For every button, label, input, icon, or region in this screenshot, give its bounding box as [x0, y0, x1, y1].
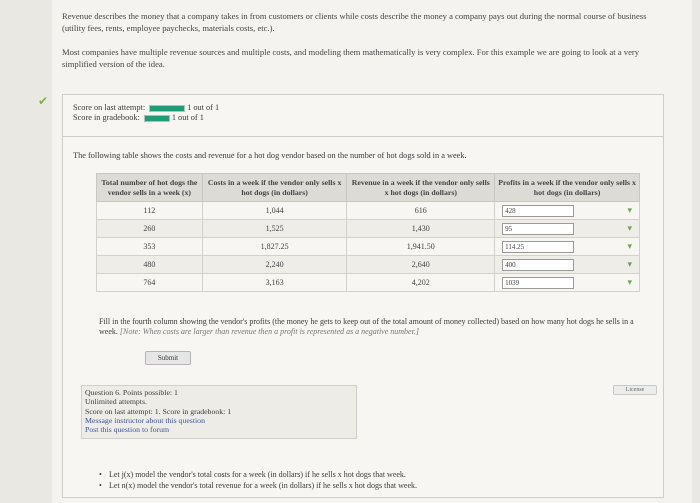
- gradebook-progress-fill: [145, 116, 169, 121]
- cell-profit: [495, 274, 640, 292]
- profit-answer-input[interactable]: 114.25: [502, 241, 574, 253]
- cell-revenue: 616: [347, 202, 495, 220]
- post-forum-link[interactable]: Post this question to forum: [85, 425, 170, 435]
- intro-paragraph-1: Revenue describes the money that a company takes in from customers or clients while costs describe the money a company pays out during the normal course of business (utility fees, rents, employee paychecks, materials costs, etc.).: [62, 11, 647, 33]
- cell-profit: [495, 202, 640, 220]
- profit-answer-input[interactable]: 1039: [502, 277, 574, 289]
- gradebook-progress-bar: [144, 115, 170, 122]
- question-panel: [62, 94, 664, 498]
- last-attempt-value: 1 out of 1: [187, 103, 220, 112]
- last-attempt-score: [73, 103, 653, 113]
- cell-profit: [495, 238, 640, 256]
- cell-x: 260: [97, 220, 203, 238]
- cell-revenue: 2,640: [347, 256, 495, 274]
- cell-cost: 1,827.25: [202, 238, 347, 256]
- check-icon: ▾: [627, 277, 632, 288]
- hotdog-table: [96, 173, 640, 292]
- list-item: • Let j(x) model the vendor's total costs for a week (in dollars) if he sells x hot dogs that week.: [99, 469, 417, 480]
- check-icon: ▾: [627, 241, 632, 252]
- question-score: Score on last attempt: 1. Score in gradebook: 1: [85, 406, 232, 416]
- cell-profit: [495, 220, 640, 238]
- cell-cost: 3,163: [202, 274, 347, 292]
- table-row: [97, 238, 640, 256]
- license-button[interactable]: License: [613, 385, 657, 395]
- cell-profit: [495, 256, 640, 274]
- last-attempt-label: Score on last attempt:: [73, 103, 146, 112]
- cell-revenue: 1,941.50: [347, 238, 495, 256]
- gradebook-score: [73, 113, 653, 123]
- table-intro: The following table shows the costs and revenue for a hot dog vendor based on the number of hot dogs sold in a week.: [73, 151, 467, 160]
- header-hot-dogs: Total number of hot dogs the vendor sells in a week (x): [97, 174, 203, 202]
- cell-x: 112: [97, 202, 203, 220]
- cell-revenue: 4,202: [347, 274, 495, 292]
- header-costs: Costs in a week if the vendor only sells x hot dogs (in dollars): [202, 174, 347, 202]
- list-item: • Let n(x) model the vendor's total revenue for a week (in dollars) if he sells x hot dogs that week.: [99, 480, 417, 491]
- submit-button[interactable]: Submit: [145, 351, 191, 365]
- header-revenue: Revenue in a week if the vendor only sells x hot dogs (in dollars): [347, 174, 495, 202]
- table-row: [97, 256, 640, 274]
- cell-cost: 2,240: [202, 256, 347, 274]
- cell-x: 480: [97, 256, 203, 274]
- instructions: [99, 317, 639, 336]
- instructions-main: Fill in the fourth column showing the vendor's profits (the money he gets to keep out of the total amount of money collected) based on how many hot dogs he sells in a week.: [99, 317, 634, 336]
- cell-cost: 1,044: [202, 202, 347, 220]
- cell-x: 353: [97, 238, 203, 256]
- message-instructor-link[interactable]: Message instructor about this question: [85, 415, 205, 425]
- profit-answer-input[interactable]: 95: [502, 223, 574, 235]
- profit-answer-input[interactable]: 428: [502, 205, 574, 217]
- cell-revenue: 1,430: [347, 220, 495, 238]
- bullet-list: [99, 469, 417, 491]
- question-points: Question 6. Points possible: 1: [85, 388, 178, 397]
- intro-paragraph-2: Most companies have multiple revenue sources and multiple costs, and modeling them mathematically is very complex. For this example we are going to look at a very simplified version of the idea.: [62, 47, 640, 69]
- last-attempt-progress-fill: [150, 106, 184, 111]
- gradebook-value: 1 out of 1: [171, 113, 204, 122]
- table-header-row: [97, 174, 640, 202]
- score-summary: [63, 95, 663, 137]
- page: [38, 0, 692, 503]
- table-row: [97, 202, 640, 220]
- cell-x: 764: [97, 274, 203, 292]
- question-info: [81, 385, 357, 439]
- check-icon: ✔: [38, 94, 49, 108]
- question-attempts: Unlimited attempts.: [85, 397, 147, 407]
- header-profits: Profits in a week if the vendor only sells x hot dogs (in dollars): [495, 174, 640, 202]
- check-icon: ▾: [627, 223, 632, 234]
- table-row: [97, 220, 640, 238]
- profit-answer-input[interactable]: 400: [502, 259, 574, 271]
- cell-cost: 1,525: [202, 220, 347, 238]
- instructions-note: [Note: When costs are larger than revenue then a profit is represented as a negative number.]: [119, 326, 419, 336]
- last-attempt-progress-bar: [149, 105, 185, 112]
- check-icon: ▾: [627, 205, 632, 216]
- gradebook-label: Score in gradebook:: [73, 113, 140, 122]
- table-row: [97, 274, 640, 292]
- check-icon: ▾: [627, 259, 632, 270]
